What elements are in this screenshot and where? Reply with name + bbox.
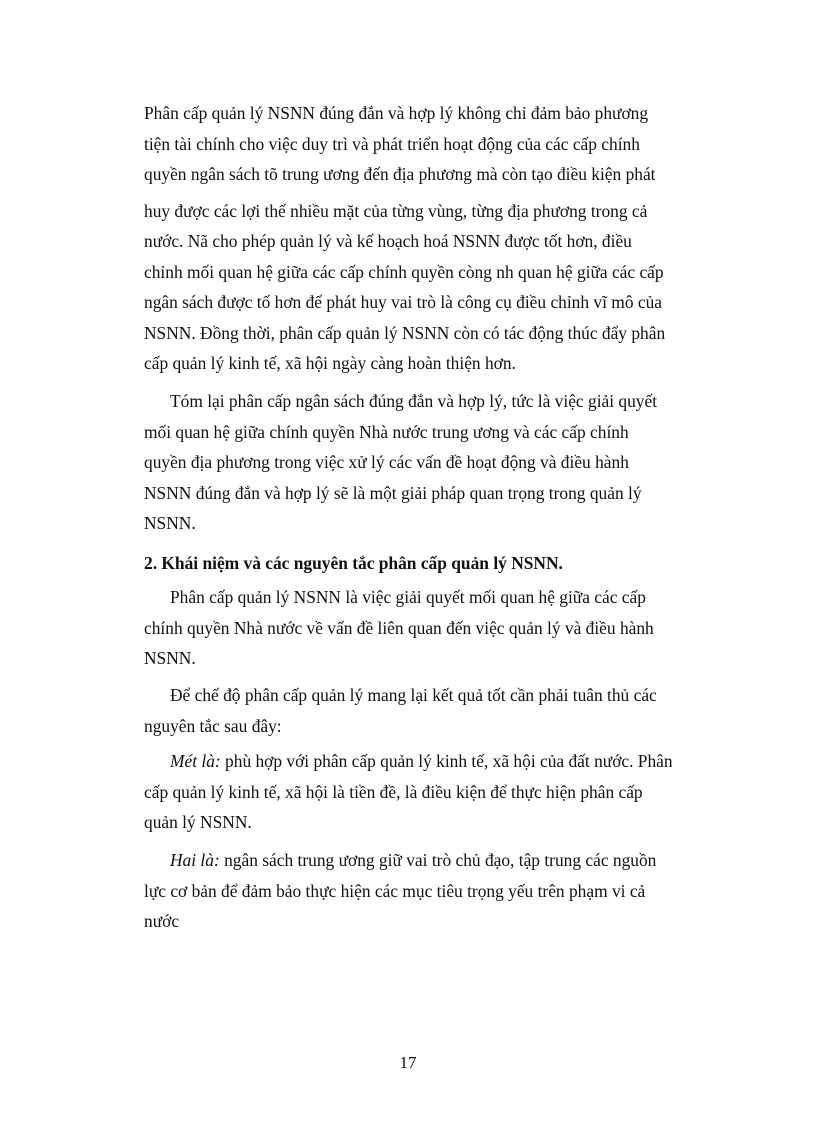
paragraph-line: quyền địa phương trong việc xử lý các vấn đề hoạt động và điều hành bbox=[144, 452, 629, 472]
paragraph-line: tiện tài chính cho việc duy trì và phát triển hoạt động của các cấp chính bbox=[144, 133, 640, 154]
paragraph-line bbox=[144, 746, 728, 777]
paragraph-line: Để chế độ phân cấp quản lý mang lại kết quả tốt cần phải tuân thủ các bbox=[170, 685, 657, 705]
paragraph-line: NSNN đúng đắn và hợp lý sẽ là một giải pháp quan trọng trong quản lý bbox=[144, 482, 642, 503]
paragraph-line: lực cơ bản để đảm bảo thực hiện các mục tiêu trọng yếu trên phạm vi cả bbox=[144, 880, 646, 901]
paragraph-5 bbox=[144, 746, 728, 838]
paragraph-1 bbox=[144, 98, 728, 379]
paragraph-line: chỉnh mối quan hệ giữa các cấp chính quyền còng nh quan hệ giữa các cấp bbox=[144, 261, 664, 282]
paragraph-3 bbox=[144, 582, 728, 674]
paragraph-line: cấp quản lý kinh tế, xã hội là tiền đề, là điều kiện để thực hiện phân cấp bbox=[144, 781, 643, 802]
paragraph-line: cấp quản lý kinh tế, xã hội ngày càng hoàn thiện hơn. bbox=[144, 353, 516, 373]
paragraph-4 bbox=[144, 680, 728, 741]
paragraph-line: huy được các lợi thế nhiều mặt của từng vùng, từng địa phương trong cả bbox=[144, 200, 648, 221]
page-number: 17 bbox=[399, 1053, 417, 1072]
paragraph-line: mối quan hệ giữa chính quyền Nhà nước trung ương và các cấp chính bbox=[144, 421, 629, 442]
paragraph-line: quyền ngân sách tõ trung ương đến địa phương mà còn tạo điều kiện phát bbox=[144, 164, 656, 184]
principle-text: ngân sách trung ương giữ vai trò chủ đạo, tập trung các nguồn bbox=[219, 850, 657, 870]
principle-text: phù hợp với phân cấp quản lý kinh tế, xã hội của đất nước. Phân bbox=[220, 751, 673, 771]
section-heading: 2. Khái niệm và các nguyên tắc phân cấp quản lý NSNN. bbox=[144, 553, 563, 573]
paragraph-line: ngân sách được tố hơn để phát huy vai trò là công cụ điều chỉnh vĩ mô của bbox=[144, 292, 662, 312]
principle-lead: Mét là: bbox=[170, 751, 221, 771]
paragraph-line: Phân cấp quản lý NSNN đúng đắn và hợp lý không chỉ đảm bảo phương bbox=[144, 103, 649, 123]
paragraph-6 bbox=[144, 845, 728, 937]
paragraph-line: NSNN. Đồng thời, phân cấp quản lý NSNN còn có tác động thúc đẩy phân bbox=[144, 322, 666, 343]
paragraph-line: quản lý NSNN. bbox=[144, 812, 252, 832]
paragraph-line: nước bbox=[144, 911, 180, 931]
paragraph-2 bbox=[144, 386, 728, 539]
paragraph-line: nguyên tắc sau đây: bbox=[144, 715, 282, 736]
paragraph-line: Phân cấp quản lý NSNN là việc giải quyết mối quan hệ giữa các cấp bbox=[170, 587, 646, 607]
paragraph-line: chính quyền Nhà nước về vấn đề liên quan đến việc quản lý và điều hành bbox=[144, 617, 654, 638]
principle-lead: Hai là: bbox=[170, 850, 220, 870]
paragraph-line bbox=[144, 845, 728, 876]
paragraph-line: nước. Nã cho phép quản lý và kế hoạch hoá NSNN được tốt hơn, điều bbox=[144, 231, 632, 251]
paragraph-line: NSNN. bbox=[144, 648, 196, 668]
paragraph-line: NSNN. bbox=[144, 513, 196, 533]
paragraph-line: Tóm lại phân cấp ngân sách đúng đắn và hợp lý, tức là việc giải quyết bbox=[170, 391, 658, 411]
